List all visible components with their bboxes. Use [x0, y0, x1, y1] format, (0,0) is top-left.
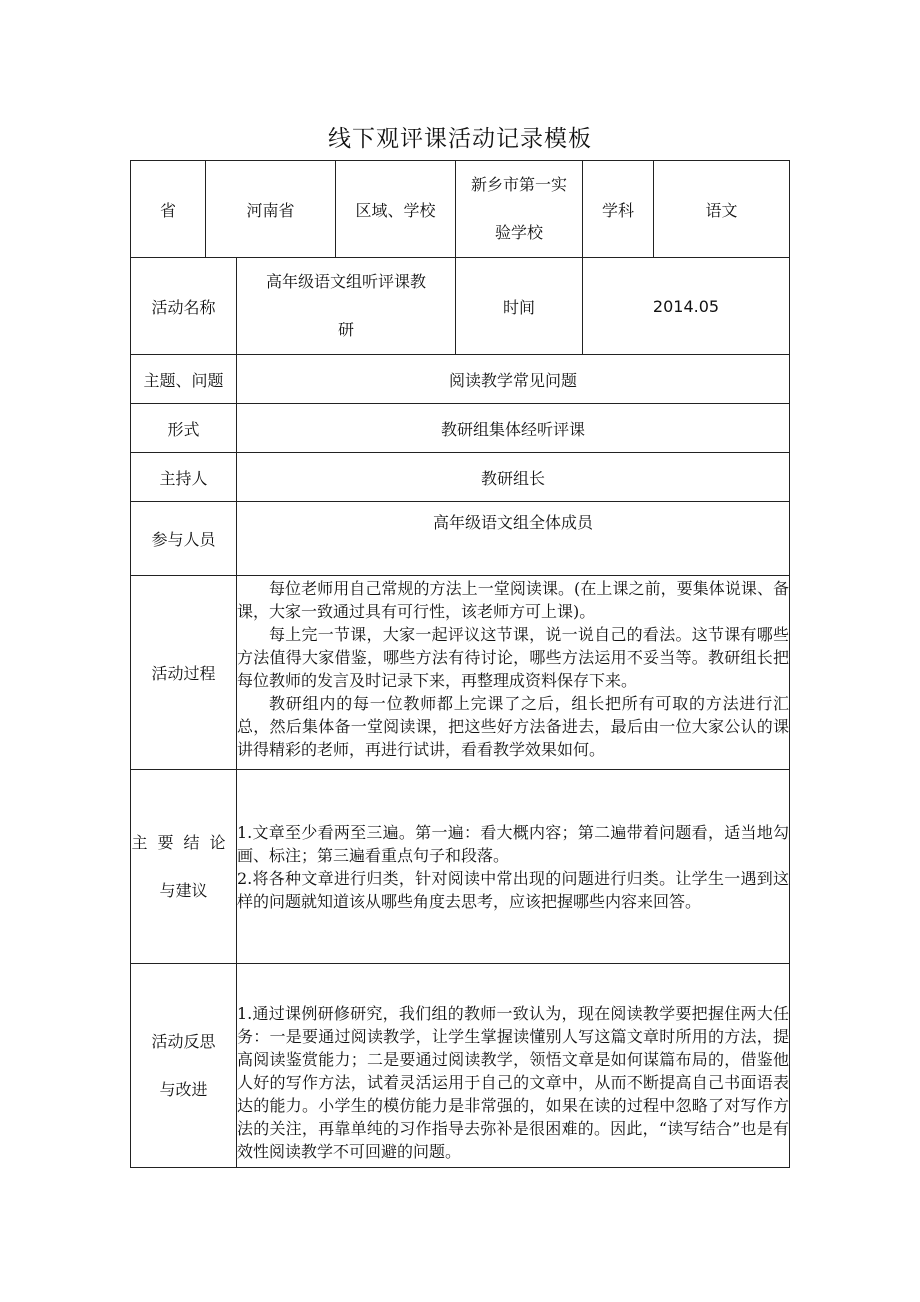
school-value-line2: 验学校	[495, 223, 544, 242]
document-title: 线下观评课活动记录模板	[328, 126, 592, 152]
reflection-label	[131, 964, 237, 1168]
conclusion-label-line2: 与建议	[159, 880, 208, 900]
conclusion-paragraph: 1.文章至少看两至三遍。第一遍：看大概内容；第二遍带着问题看，适当地勾画、标注；第三遍看重点句子和段落。	[237, 822, 790, 865]
row-topic	[131, 355, 790, 404]
reflection-content	[237, 964, 790, 1168]
topic-value: 阅读教学常见问题	[237, 355, 790, 404]
participants-label: 参与人员	[131, 502, 237, 576]
process-paragraph: 每上完一节课，大家一起评议这节课，说一说自己的看法。这节课有哪些方法值得大家借鉴，哪些方法有待讨论，哪些方法运用不妥当等。教研组长把每位教师的发言及时记录下来，再整理成资料保存下来。	[237, 625, 790, 690]
conclusion-paragraph: 2.将各种文章进行归类，针对阅读中常出现的问题进行归类。让学生一遇到这样的问题就知道该从哪些角度去思考，应该把握哪些内容来回答。	[237, 868, 790, 911]
activity-name-line1: 高年级语文组听评课教	[266, 272, 427, 291]
host-label: 主持人	[131, 453, 237, 502]
reflection-label-line1: 活动反思	[151, 1031, 216, 1051]
topic-label: 主题、问题	[131, 355, 237, 404]
process-content	[237, 576, 790, 770]
record-table	[130, 160, 790, 1168]
conclusion-label-line1: 主要结论	[131, 832, 236, 852]
host-value: 教研组长	[237, 453, 790, 502]
reflection-label-line2: 与改进	[159, 1079, 208, 1099]
activity-name-value	[237, 258, 456, 355]
conclusion-content	[237, 770, 790, 964]
reflection-paragraph: 1.通过课例研修研究，我们组的教师一致认为，现在阅读教学要把握住两大任务：一是要通过阅读教学，让学生掌握读懂别人写这篇文章时所用的方法，提高阅读鉴赏能力；二是要通过阅读教学，领悟文章是如何谋篇布局的，借鉴他人好的写作方法，试着灵活运用于自己的文章中，从而不断提高自己书面语表达的能力。小学生的模仿能力是非常强的，如果在读的过程中忽略了对写作方法的关注，再靠单纯的习作指导去弥补是很困难的。因此，“读写结合”也是有效性阅读教学不可回避的问题。	[237, 1004, 790, 1161]
school-value-line1: 新乡市第一实	[471, 175, 568, 194]
process-paragraph: 每位老师用自己常规的方法上一堂阅读课。(在上课之前，要集体说课、备课，大家一致通过具有可行性，该老师方可上课)。	[237, 579, 790, 621]
province-label: 省	[131, 161, 206, 258]
row-process	[131, 576, 790, 770]
row-participants	[131, 502, 790, 576]
conclusion-label	[131, 770, 237, 964]
subject-value: 语文	[654, 161, 790, 258]
form-value: 教研组集体经听评课	[237, 404, 790, 453]
subject-label: 学科	[583, 161, 654, 258]
school-value	[456, 161, 583, 258]
activity-name-label: 活动名称	[131, 258, 237, 355]
form-label: 形式	[131, 404, 237, 453]
row-form	[131, 404, 790, 453]
province-value: 河南省	[206, 161, 336, 258]
region-school-label: 区域、学校	[336, 161, 456, 258]
process-paragraph: 教研组内的每一位教师都上完课了之后，组长把所有可取的方法进行汇总，然后集体备一堂阅读课，把这些好方法备进去，最后由一位大家公认的课讲得精彩的老师，再进行试讲，看看教学效果如何。	[237, 694, 790, 759]
row-activity	[131, 258, 790, 355]
activity-name-line2: 研	[338, 320, 355, 339]
row-host	[131, 453, 790, 502]
time-label: 时间	[456, 258, 583, 355]
row-basic-info	[131, 161, 790, 258]
process-label: 活动过程	[131, 576, 237, 770]
participants-value: 高年级语文组全体成员	[237, 502, 790, 576]
row-conclusion	[131, 770, 790, 964]
row-reflection	[131, 964, 790, 1168]
time-value: 2014.05	[583, 258, 790, 355]
